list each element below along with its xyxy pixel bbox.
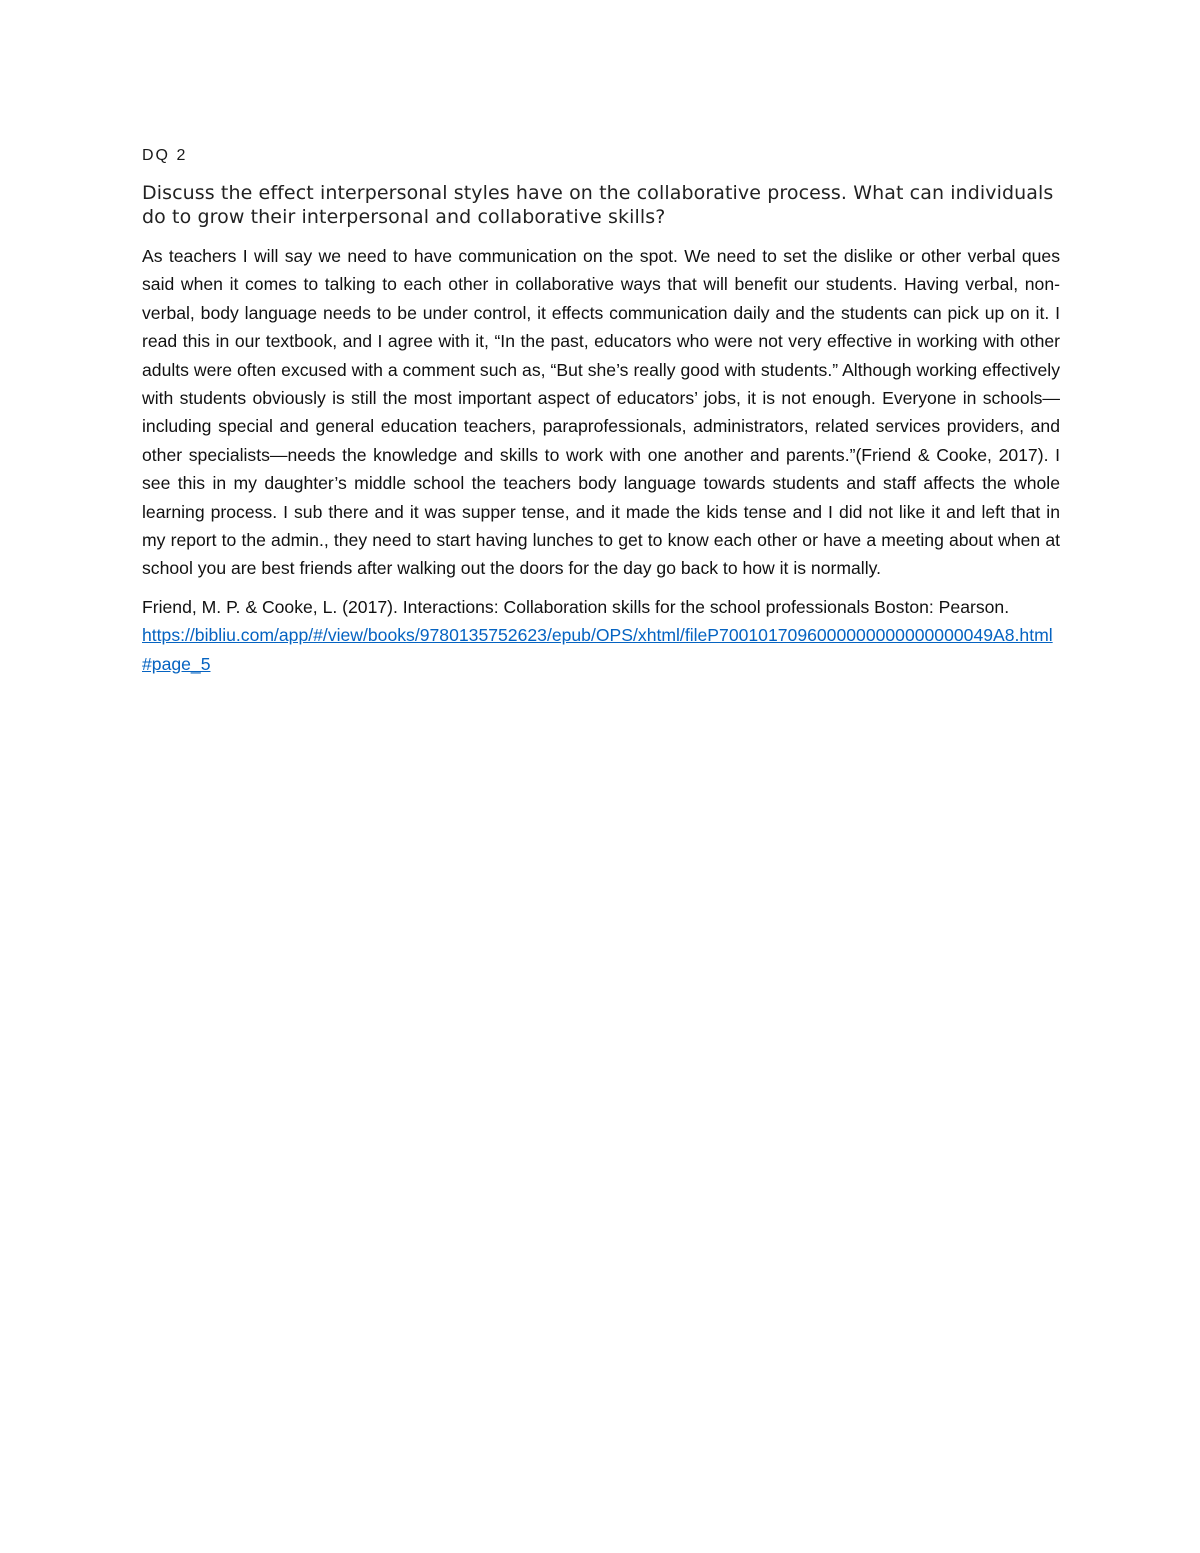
reference-entry: [142, 593, 1060, 678]
reference-citation: Friend, M. P. & Cooke, L. (2017). Interactions: Collaboration skills for the school professionals Boston: Pearson.: [142, 596, 1010, 617]
discussion-question-label: DQ 2: [142, 147, 188, 164]
reference-link[interactable]: https://bibliu.com/app/#/view/books/9780135752623/epub/OPS/xhtml/fileP7001017096000000000000000049A8.html#page_5: [142, 625, 1053, 674]
document-content: [142, 143, 1060, 678]
discussion-question-prompt: Discuss the effect interpersonal styles have on the collaborative process. What can individuals do to grow their interpersonal and collaborative skills?: [142, 182, 1054, 228]
response-paragraph: As teachers I will say we need to have communication on the spot. We need to set the dislike or other verbal ques said when it comes to talking to each other in collaborative ways that will benefit our students. Having verbal, non-verbal, body language needs to be under control, it effects communication daily and the students can pick up on it. I read this in our textbook, and I agree with it, “In the past, educators who were not very effective in working with other adults were often excused with a comment such as, “But she’s really good with students.” Although working effectively with students obviously is still the most important aspect of educators’ jobs, it is not enough. Everyone in schools—including special and general education teachers, paraprofessionals, administrators, related services providers, and other specialists—needs the knowledge and skills to work with one another and parents.”(Friend & Cooke, 2017). I see this in my daughter’s middle school the teachers body language towards students and staff affects the whole learning process. I sub there and it was supper tense, and it made the kids tense and I did not like it and left that in my report to the admin., they need to start having lunches to get to know each other or have a meeting about when at school you are best friends after walking out the doors for the day go back to how it is normally.: [142, 246, 1060, 579]
